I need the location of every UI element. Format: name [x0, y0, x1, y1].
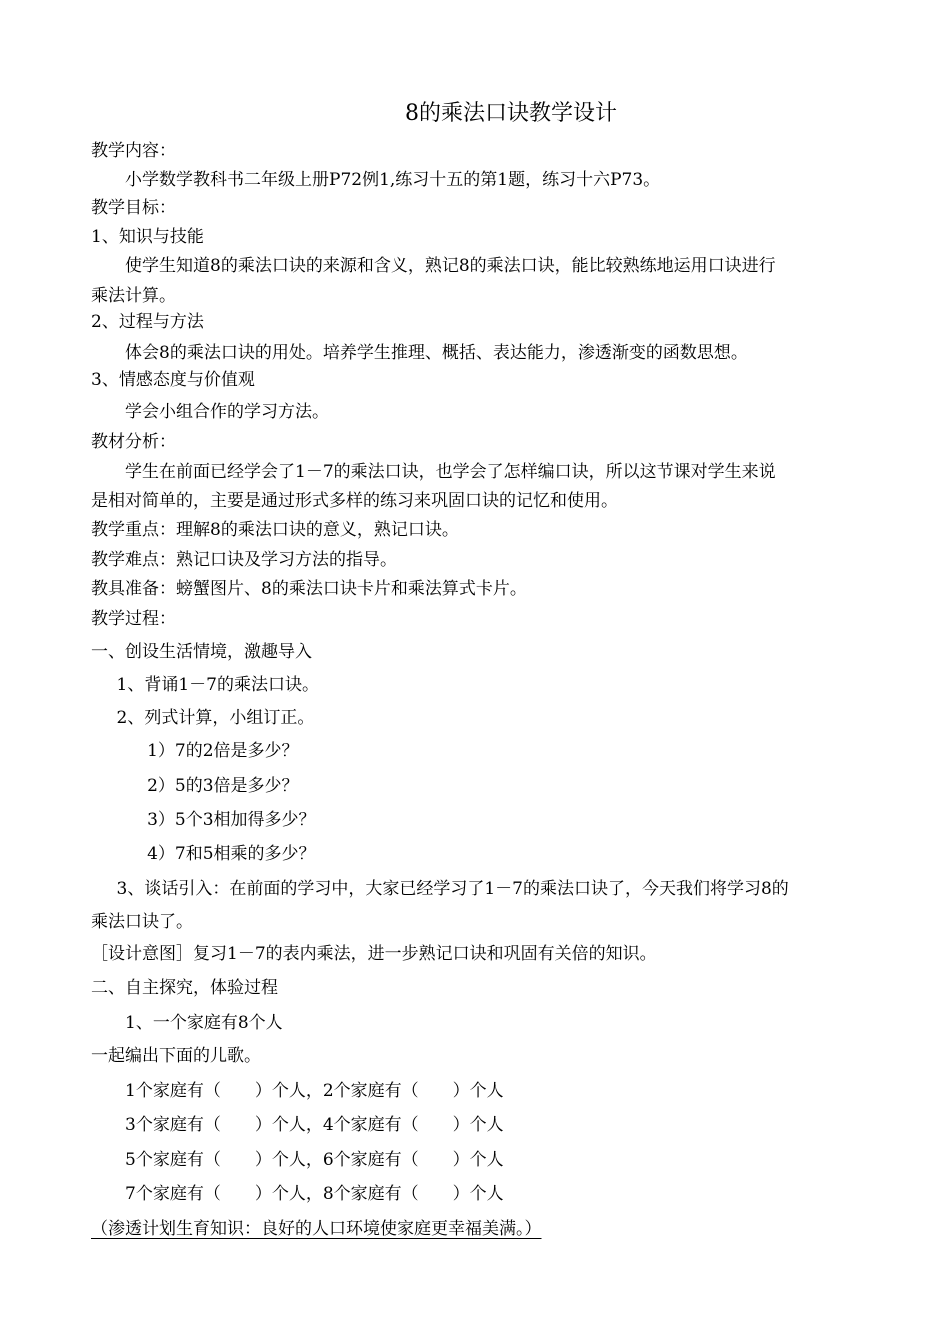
text-line: 是相对简单的，主要是通过形式多样的练习来巩固口诀的记忆和使用。: [91, 491, 618, 511]
text-line: 教学内容：: [91, 141, 176, 161]
text-line: 1）7的2倍是多少？: [147, 741, 299, 761]
text-line: 使学生知道8的乘法口诀的来源和含义，熟记8的乘法口诀，能比较熟练地运用口诀进行: [125, 256, 776, 276]
text-line: 教学过程：: [91, 609, 176, 629]
text-line: 3、谈话引入：在前面的学习中，大家已经学习了1－7的乘法口诀了，今天我们将学习8的: [116, 879, 789, 899]
text-line: 一起编出下面的儿歌。: [91, 1046, 261, 1066]
text-line: 教学难点：熟记口诀及学习方法的指导。: [91, 550, 397, 570]
text-line: 1、背诵1－7的乘法口诀。: [116, 675, 319, 695]
text-line: 1、一个家庭有8个人: [125, 1013, 283, 1033]
text-line: 3）5个3相加得多少？: [147, 810, 316, 830]
text-line: 3个家庭有（ ）个人，4个家庭有（ ）个人: [125, 1115, 504, 1135]
text-line: 5个家庭有（ ）个人，6个家庭有（ ）个人: [125, 1150, 504, 1170]
text-line: 2）5的3倍是多少？: [147, 776, 299, 796]
text-line: 小学数学教科书二年级上册P72例1,练习十五的第1题，练习十六P73。: [125, 170, 661, 190]
text-line: 学会小组合作的学习方法。: [125, 402, 329, 422]
text-line: 教学重点：理解8的乘法口诀的意义，熟记口诀。: [91, 520, 459, 540]
text-line: 教材分析：: [91, 432, 176, 452]
page-title: 8的乘法口诀教学设计: [405, 101, 617, 126]
text-line: 体会8的乘法口诀的用处。培养学生推理、概括、表达能力，渗透渐变的函数思想。: [125, 343, 748, 363]
text-line: 4）7和5相乘的多少？: [147, 844, 316, 864]
text-line: 1个家庭有（ ）个人，2个家庭有（ ）个人: [125, 1081, 504, 1101]
text-line: 2、过程与方法: [91, 312, 204, 332]
text-line: 一、创设生活情境，激趣导入: [91, 642, 312, 662]
underlined-note: （渗透计划生育知识：良好的人口环境使家庭更幸福美满。）: [91, 1219, 542, 1239]
text-line: 乘法口诀了。: [91, 912, 193, 932]
text-line: 二、自主探究，体验过程: [91, 978, 278, 998]
text-line: 3、情感态度与价值观: [91, 370, 255, 390]
text-line: 教学目标：: [91, 198, 176, 218]
text-line: 学生在前面已经学会了1－7的乘法口诀，也学会了怎样编口诀，所以这节课对学生来说: [125, 462, 776, 482]
text-line: 教具准备：螃蟹图片、8的乘法口诀卡片和乘法算式卡片。: [91, 579, 527, 599]
text-line: 1、知识与技能: [91, 227, 204, 247]
text-line: 2、列式计算，小组订正。: [116, 708, 315, 728]
text-line: 7个家庭有（ ）个人，8个家庭有（ ）个人: [125, 1184, 504, 1204]
text-line: ［设计意图］复习1－7的表内乘法，进一步熟记口诀和巩固有关倍的知识。: [91, 944, 657, 964]
text-line: 乘法计算。: [91, 286, 176, 306]
